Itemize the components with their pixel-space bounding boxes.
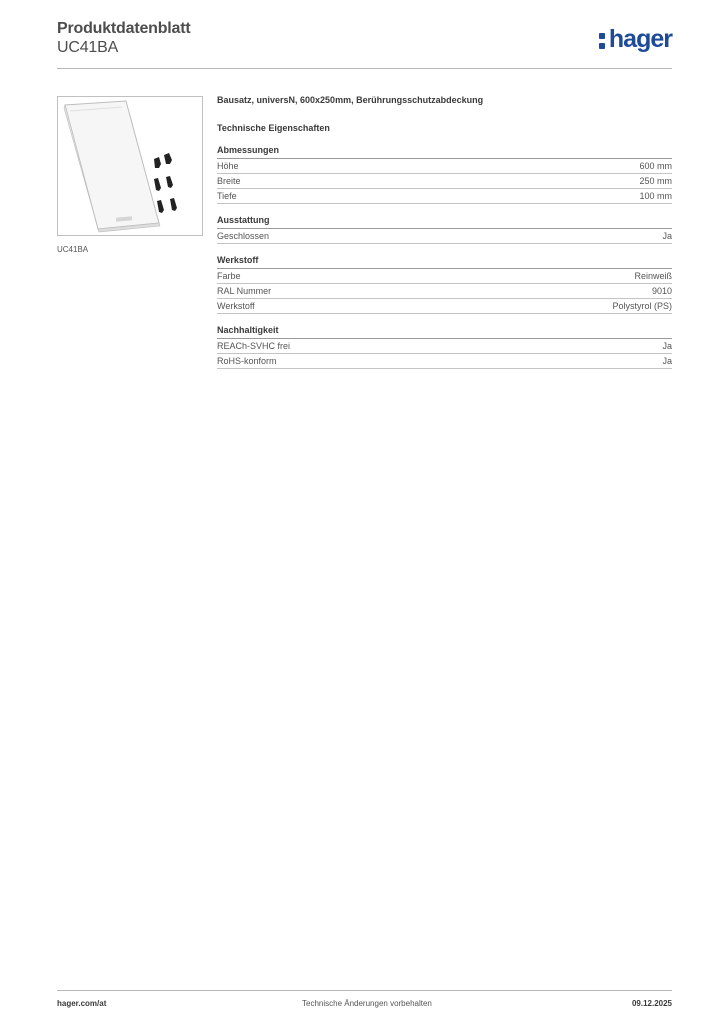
group-title: Nachhaltigkeit — [217, 324, 672, 339]
footer-website-link[interactable]: hager.com/at — [57, 999, 107, 1008]
property-label: Tiefe — [217, 191, 237, 201]
property-label: Höhe — [217, 161, 239, 171]
property-row — [217, 159, 672, 174]
property-group-dimensions — [217, 144, 672, 204]
product-image — [57, 96, 203, 236]
property-row — [217, 189, 672, 204]
property-label: Geschlossen — [217, 231, 270, 241]
group-title: Ausstattung — [217, 214, 672, 229]
logo-text: hager — [608, 25, 672, 53]
property-value: Polystyrol (PS) — [612, 301, 672, 311]
property-value: Ja — [662, 341, 672, 351]
property-group-sustainability — [217, 324, 672, 369]
property-row — [217, 269, 672, 284]
property-value: 100 mm — [639, 191, 672, 201]
property-group-material — [217, 254, 672, 314]
property-row — [217, 229, 672, 244]
property-label: Breite — [217, 176, 241, 186]
property-label: RAL Nummer — [217, 286, 272, 296]
property-label: Werkstoff — [217, 301, 255, 311]
property-value: Reinweiß — [634, 271, 672, 281]
property-row — [217, 299, 672, 314]
hager-logo — [599, 25, 672, 55]
property-label: RoHS-konform — [217, 356, 277, 366]
property-row — [217, 284, 672, 299]
property-value: Ja — [662, 231, 672, 241]
footer-note: Technische Änderungen vorbehalten — [302, 999, 432, 1008]
property-value: 250 mm — [639, 176, 672, 186]
page-header — [57, 20, 672, 69]
group-title: Werkstoff — [217, 254, 672, 269]
image-caption: UC41BA — [57, 245, 89, 254]
property-label: REACh-SVHC frei — [217, 341, 291, 351]
property-group-equipment — [217, 214, 672, 244]
footer-date: 09.12.2025 — [631, 999, 672, 1008]
product-description: Bausatz, universN, 600x250mm, Berührungsschutzabdeckung — [217, 95, 484, 105]
property-label: Farbe — [217, 271, 241, 281]
cover-panel-illustration — [58, 97, 202, 235]
property-value: Ja — [662, 356, 672, 366]
property-value: 9010 — [651, 286, 672, 296]
section-title: Technische Eigenschaften — [217, 123, 330, 133]
property-row — [217, 354, 672, 369]
property-row — [217, 339, 672, 354]
property-row — [217, 174, 672, 189]
property-value: 600 mm — [639, 161, 672, 171]
group-title: Abmessungen — [217, 144, 672, 159]
document-title: Produktdatenblatt — [57, 20, 191, 37]
logo-dots-icon — [599, 30, 606, 52]
page-footer — [57, 990, 672, 1015]
product-details — [217, 93, 672, 369]
product-code: UC41BA — [57, 39, 119, 56]
